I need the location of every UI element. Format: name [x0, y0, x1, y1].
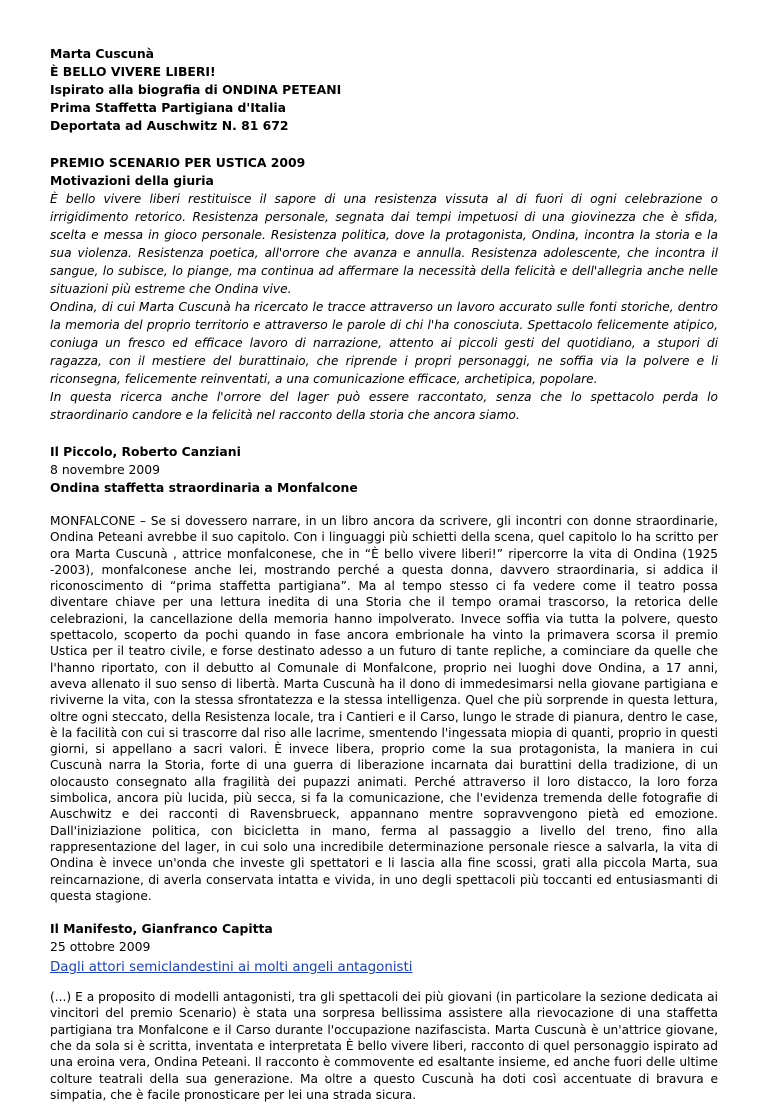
author-name: Marta Cuscunà — [50, 46, 155, 61]
review-date: 25 ottobre 2009 — [50, 939, 151, 955]
review-source: Il Manifesto, Gianfranco Capitta — [50, 921, 273, 937]
show-title: È BELLO VIVERE LIBERI! — [50, 64, 216, 79]
piccolo-review — [50, 443, 718, 904]
deportation-line: Deportata ad Auschwitz N. 81 672 — [50, 118, 289, 133]
prize-subtitle: Motivazioni della giuria — [50, 173, 214, 188]
review-body: (...) E a proposito di modelli antagonisti, tra gli spettacoli dei più giovani (in particolare la sezione dedicata ai vincitori del premio Scenario) è stata una sorpresa bellissima assistere alla rievocazione di una staffetta partigiana tra Monfalcone e il Carso durante l'occupazione nazifascista. Marta Cuscunà è un'attrice giovane, che da sola si è scritta, inventata e interpretata È bello vivere liberi, racconto di quel personaggio ispirato ad una eroina vera, Ondina Peteani. Il racconto è commovente ed esaltante insieme, ed anche fuori delle ultime colture teatrali della sua generazione. Ma oltre a questo Cuscunà ha doti così accentuate di bravura e simpatia, che è facile pronosticare per lei una strada sicura. — [50, 990, 718, 1102]
intro-block — [50, 45, 718, 135]
review-headline: Ondina staffetta straordinaria a Monfalcone — [50, 480, 358, 495]
review-source: Il Piccolo, Roberto Canziani — [50, 444, 241, 459]
inspiration-line: Ispirato alla biografia di ONDINA PETEANI — [50, 82, 342, 97]
manifesto-review — [50, 920, 718, 1103]
jury-paragraph: Ondina, di cui Marta Cuscunà ha ricercato le tracce attraverso un lavoro accurato sulle fonti storiche, dentro la memoria del proprio territorio e attraverso le parole di chi l'ha conosciuta. Spettacolo felicemente atipico, coniuga un fresco ed efficace lavoro di narrazione, attento ai piccoli gesti del quotidiano, a stupori di ragazza, con il mestiere del burattinaio, che riprende i propri personaggi, ne soffia via la polvere e li riconsegna, felicemente reinventati, a una comunicazione efficace, archetipica, popolare. — [50, 300, 718, 386]
jury-paragraph: In questa ricerca anche l'orrore del lager può essere raccontato, senza che lo spettacolo perda lo straordinario candore e la felicità nel racconto della storia che ancora siamo. — [50, 390, 718, 422]
article-link[interactable]: Dagli attori semiclandestini ai molti angeli antagonisti — [50, 960, 413, 976]
prize-title: PREMIO SCENARIO PER USTICA 2009 — [50, 155, 306, 170]
jury-paragraph: È bello vivere liberi restituisce il sapore di una resistenza vissuta al di fuori di ogni celebrazione o irrigidimento retorico. Resistenza personale, segnata dai tempi impetuosi di una giovinezza che è sfida, scelta e messa in gioco personale. Resistenza politica, dove la protagonista, Ondina, incontra la storia e la sua violenza. Resistenza poetica, all'orrore che avanza e annulla. Resistenza adolescente, che incontra il sangue, lo subisce, lo piange, ma continua ad affermare la necessità della felicità e dell'allegria anche nelle situazioni più estreme che Ondina vive. — [50, 192, 718, 296]
prize-section — [50, 154, 718, 424]
subject-role: Prima Staffetta Partigiana d'Italia — [50, 100, 286, 115]
review-body: MONFALCONE – Se si dovessero narrare, in un libro ancora da scrivere, gli incontri con donne straordinarie, Ondina Peteani avrebbe il suo capitolo. Con i linguaggi più schietti della scena, quel capitolo lo ha scritto per ora Marta Cuscunà , attrice monfalconese, che in “È bello vivere liberi!” ripercorre la vita di Ondina (1925 -2003), monfalconese anche lei, mostrando perché a questa donna, davvero straordinaria, si addica il riconoscimento di “prima staffetta partigiana”. Ma al tempo stesso ci fa vedere come il teatro possa diventare chiave per una lettura inedita di una Storia che il tempo oramai trascorso, la retorica delle celebrazioni, la cancellazione della memoria hanno impolverato. Invece soffia via tutta la polvere, questo spettacolo, scoperto da pochi quando in fase ancora embrionale ha vinto la primavera scorsa il premio Ustica per il teatro civile, e forse destinato adesso a un futuro di tante repliche, a cominciare da quelle che l'hanno riportato, con il debutto al Comunale di Monfalcone, proprio nei luoghi dove Ondina, a 17 anni, aveva allenato il suo senso di libertà. Marta Cuscunà ha il dono di immedesimarsi nella giovane partigiana e riviverne la vita, con la stessa sfrontatezza e la stessa intelligenza. Quel che più sorprende in questa lettura, oltre ogni steccato, della Resistenza locale, tra i Cantieri e il Carso, lungo le strade di pianura, dentro le case, è la facilità con cui si trascorre dal riso alle lacrime, smentendo l'ingessata miopia di quanti, proprio in questi giorni, si appellano a sacri valori. È invece libera, proprio come la sua protagonista, la maniera in cui Cuscunà narra la Storia, forte di una guerra di liberazione incarnata dai burattini della tradizione, di un olocausto consegnato alla fragilità dei pupazzi animati. Perché attraverso il loro distacco, la loro forza simbolica, ancora più lucida, più secca, si fa la comunicazione, che l'evidenza tremenda delle fotografie di Auschwitz e dei racconti di Ravensbrueck, appannano mentre sopravvengono pietà ed emozione. Dall'iniziazione politica, con bicicletta in mano, ferma al passaggio a livello del treno, fino alla rappresentazione del lager, in cui solo una incredibile determinazione personale riesce a salvarla, la vita di Ondina è invece un'onda che investe gli spettatori e li lascia alla fine scossi, grati alla piccola Marta, sua reincarnazione, di averla conservata intatta e vivida, in uno degli spettacoli più toccanti ed entusiasmanti di questa stagione. — [50, 514, 718, 903]
review-date: 8 novembre 2009 — [50, 462, 161, 477]
